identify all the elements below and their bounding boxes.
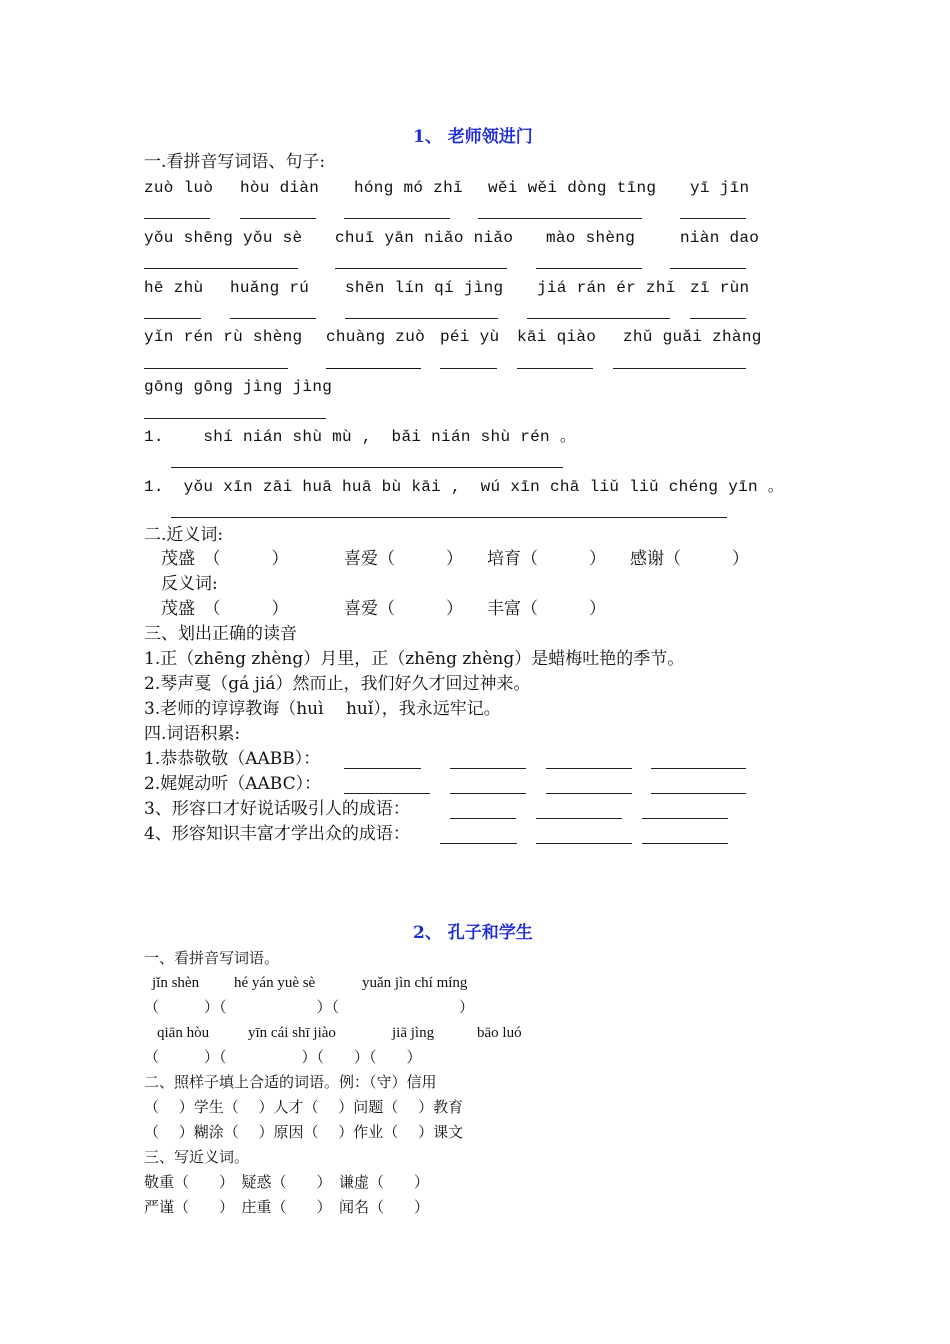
lesson1-section4-heading: 四.词语积累:: [144, 724, 241, 744]
pinyin-word: huǎng rú: [230, 279, 310, 297]
lesson1-section3-heading: 三、划出正确的读音: [144, 624, 297, 644]
answer-blank[interactable]: [536, 818, 622, 819]
answer-blank[interactable]: [171, 517, 727, 518]
answer-blank[interactable]: [450, 793, 526, 794]
pinyin-word: péi yù: [440, 328, 500, 346]
answer-blank[interactable]: [651, 768, 746, 769]
answer-blank[interactable]: [546, 793, 632, 794]
pinyin-sentence: 1. yǒu xīn zāi huā huā bù kāi , wú xīn chā liǔ liǔ chéng yīn 。: [144, 478, 785, 496]
answer-blank[interactable]: [440, 843, 517, 844]
antonym-item: 丰富（ ）: [487, 599, 606, 619]
pinyin-word: mào shèng: [546, 229, 636, 247]
pinyin-word: chuàng zuò: [326, 328, 426, 346]
pinyin-word: zī rùn: [690, 279, 750, 297]
answer-blank[interactable]: [144, 218, 210, 219]
antonym-heading: 反义词:: [161, 574, 218, 594]
pinyin-word: shēn lín qí jìng: [345, 279, 504, 297]
lesson2-title: 2、 孔子和学生: [413, 923, 533, 943]
pinyin-word: hē zhù: [144, 279, 204, 297]
fill-row[interactable]: （ ）糊涂（ ）原因（ ）作业（ ）课文: [144, 1123, 464, 1141]
synonym-item: 茂盛 （ ）: [161, 549, 289, 569]
answer-blank[interactable]: [144, 418, 326, 419]
answer-blank[interactable]: [144, 368, 288, 369]
fill-row[interactable]: （ ）学生（ ）人才（ ）问题（ ）教育: [144, 1098, 464, 1116]
synonym-item: 感谢（ ）: [630, 549, 749, 569]
answer-blank[interactable]: [680, 218, 746, 219]
synonym-item: 喜爱（ ）: [344, 549, 463, 569]
lesson2-section3-heading: 三、写近义词。: [144, 1148, 250, 1166]
answer-blank[interactable]: [536, 268, 642, 269]
answer-blank[interactable]: [344, 793, 430, 794]
answer-blank[interactable]: [440, 368, 497, 369]
accumulation-item: 3、形容口才好说话吸引人的成语：: [144, 799, 410, 819]
answer-blank[interactable]: [536, 843, 632, 844]
lesson1-title: 1、 老师领进门: [413, 127, 533, 147]
pinyin-word: hòu diàn: [240, 179, 320, 197]
lesson1-section1-heading: 一.看拼音写词语、句子:: [144, 152, 326, 172]
pinyin-word: hé yán yuè sè: [234, 975, 316, 991]
reading-item: 1.正（zhēng zhèng）月里，正（zhēng zhèng）是蜡梅吐艳的季节。: [144, 649, 685, 669]
lesson1-section2-heading: 二.近义词:: [144, 525, 224, 545]
answer-blank[interactable]: [144, 318, 201, 319]
answer-blank[interactable]: [478, 218, 642, 219]
answer-blank[interactable]: [240, 218, 316, 219]
pinyin-word: bāo luó: [477, 1025, 522, 1041]
lesson2-section2-heading: 二、照样子填上合适的词语。例：（守）信用: [144, 1073, 437, 1091]
answer-blank[interactable]: [230, 318, 316, 319]
pinyin-word: jiā jìng: [392, 1025, 435, 1041]
answer-blank[interactable]: [344, 768, 421, 769]
reading-item: 2.琴声戛（gá jiá）然而止，我们好久才回过神来。: [144, 674, 531, 694]
answer-blank[interactable]: [517, 368, 593, 369]
accumulation-item: 4、形容知识丰富才学出众的成语：: [144, 824, 410, 844]
answer-brackets[interactable]: （ ）（ ）（ ）（ ）: [144, 1048, 422, 1066]
accumulation-item: 1.恭恭敬敬（AABB）：: [144, 749, 321, 769]
synonym-item: 培育（ ）: [487, 549, 606, 569]
answer-blank[interactable]: [690, 318, 746, 319]
pinyin-word: wěi wěi dòng tīng: [488, 179, 657, 197]
answer-blank[interactable]: [642, 818, 728, 819]
pinyin-word: yīn cái shī jiào: [248, 1025, 336, 1041]
pinyin-word: zuò luò: [144, 179, 214, 197]
answer-blank[interactable]: [450, 818, 516, 819]
pinyin-word: hóng mó zhǐ: [354, 179, 463, 197]
pinyin-word: jiá rán ér zhǐ: [537, 279, 676, 297]
answer-blank[interactable]: [326, 368, 421, 369]
antonym-item: 茂盛 （ ）: [161, 599, 289, 619]
answer-blank[interactable]: [527, 318, 670, 319]
answer-blank[interactable]: [546, 768, 632, 769]
pinyin-word: zhǔ guǎi zhàng: [623, 328, 762, 346]
reading-item: 3.老师的谆谆教诲（huì huǐ），我永远牢记。: [144, 699, 501, 719]
pinyin-word: gōng gōng jìng jìng: [144, 378, 333, 396]
synonym-row[interactable]: 严谨（ ） 庄重（ ） 闻名（ ）: [144, 1198, 430, 1216]
pinyin-word: chuī yān niǎo niǎo: [335, 229, 514, 247]
answer-blank[interactable]: [344, 218, 450, 219]
accumulation-item: 2.娓娓动听（AABC）：: [144, 774, 322, 794]
pinyin-word: yǐn rén rù shèng: [144, 328, 303, 346]
pinyin-word: qiān hòu: [157, 1025, 210, 1041]
pinyin-word: yī jīn: [690, 179, 750, 197]
answer-brackets[interactable]: （ ）（ ）（ ）: [144, 998, 475, 1016]
pinyin-word: yuǎn jìn chí míng: [362, 975, 468, 991]
synonym-row[interactable]: 敬重（ ） 疑惑（ ） 谦虚（ ）: [144, 1173, 430, 1191]
answer-blank[interactable]: [144, 268, 298, 269]
answer-blank[interactable]: [651, 793, 746, 794]
answer-blank[interactable]: [171, 467, 563, 468]
pinyin-word: yǒu shēng yǒu sè: [144, 229, 303, 247]
lesson2-section1-heading: 一、看拼音写词语。: [144, 949, 280, 967]
answer-blank[interactable]: [613, 368, 746, 369]
answer-blank[interactable]: [335, 268, 507, 269]
antonym-item: 喜爱（ ）: [344, 599, 463, 619]
pinyin-word: jǐn shèn: [152, 975, 200, 991]
pinyin-sentence: 1. shí nián shù mù , bǎi nián shù rén 。: [144, 428, 577, 446]
pinyin-word: kāi qiào: [517, 328, 597, 346]
answer-blank[interactable]: [345, 318, 498, 319]
answer-blank[interactable]: [642, 843, 728, 844]
answer-blank[interactable]: [670, 268, 746, 269]
pinyin-word: niàn dao: [680, 229, 760, 247]
answer-blank[interactable]: [450, 768, 526, 769]
